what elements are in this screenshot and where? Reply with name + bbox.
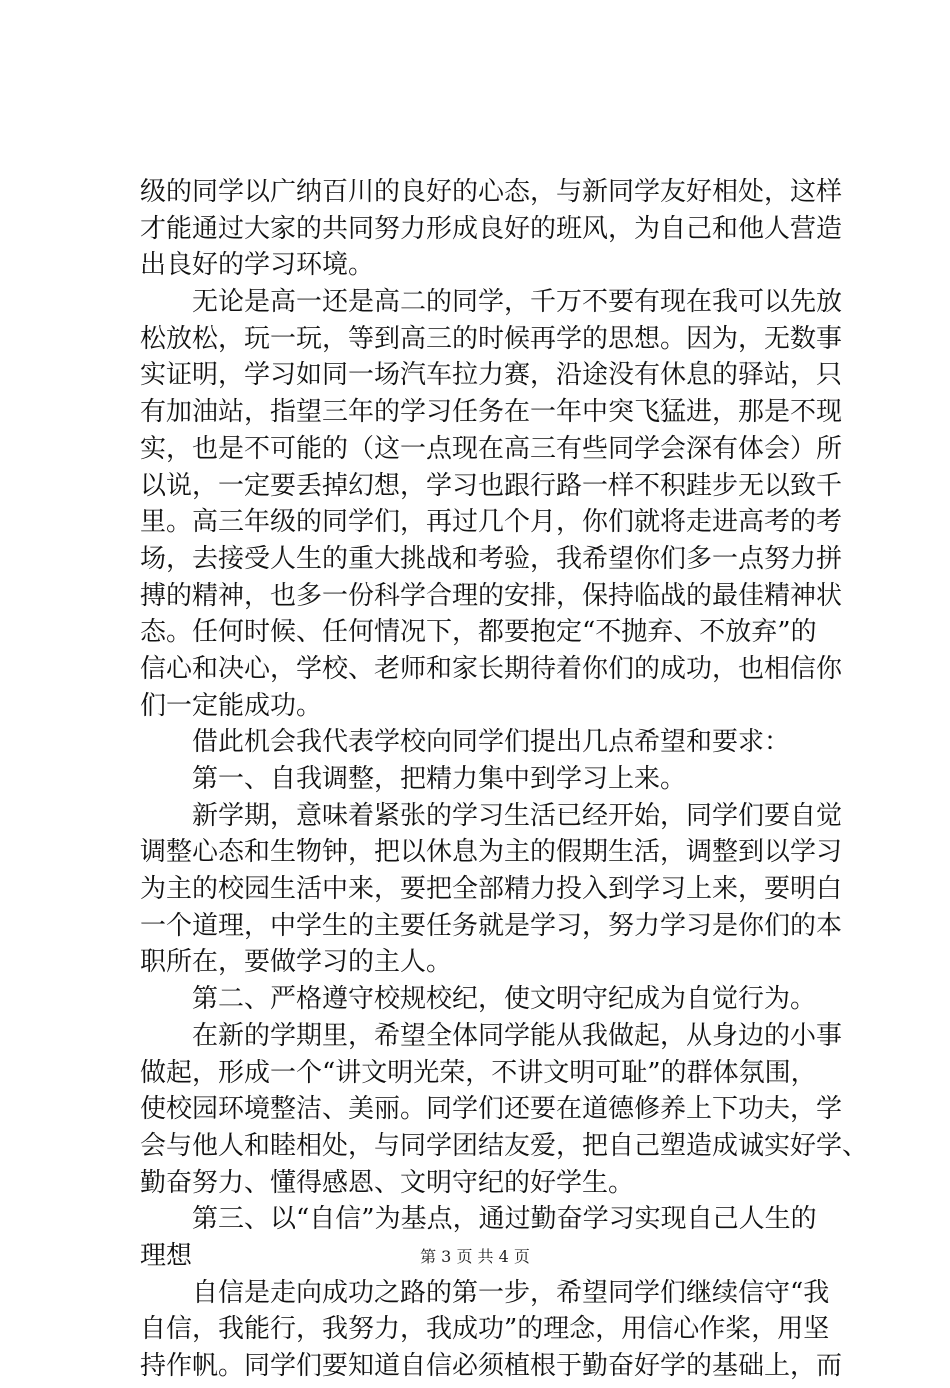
text-line: 会与他人和睦相处，与同学团结友爱，把自己塑造成诚实好学、 xyxy=(140,1130,869,1161)
text-line: 借此机会我代表学校向同学们提出几点希望和要求： xyxy=(140,727,791,758)
text-line: 松放松，玩一玩，等到高三的时候再学的思想。因为，无数事 xyxy=(140,323,843,354)
text-line: 新学期，意味着紧张的学习生活已经开始，同学们要自觉 xyxy=(140,800,843,831)
text-line: 调整心态和生物钟，把以休息为主的假期生活，调整到以学习 xyxy=(140,837,843,868)
text-line: 勤奋努力、懂得感恩、文明守纪的好学生。 xyxy=(140,1167,635,1198)
text-line: 使校园环境整洁、美丽。同学们还要在道德修养上下功夫，学 xyxy=(140,1094,843,1125)
text-line: 第一、自我调整，把精力集中到学习上来。 xyxy=(140,764,687,794)
text-line: 做起，形成一个“讲文明光荣，不讲文明可耻”的群体氛围， xyxy=(140,1057,817,1088)
text-line: 在新的学期里，希望全体同学能从我做起，从身边的小事 xyxy=(140,1020,843,1051)
text-line: 级的同学以广纳百川的良好的心态，与新同学友好相处，这样 xyxy=(140,177,843,207)
text-line: 持作帆。同学们要知道自信必须植根于勤奋好学的基础上，而 xyxy=(140,1351,843,1381)
text-line: 第二、严格遵守校规校纪，使文明守纪成为自觉行为。 xyxy=(140,984,817,1015)
text-line: 态。任何时候、任何情况下，都要抱定“不抛弃、不放弃”的 xyxy=(140,617,817,648)
page-footer: 第 3 页 共 4 页 xyxy=(420,1247,530,1266)
text-line: 出良好的学习环境。 xyxy=(140,250,375,281)
text-line: 一个道理，中学生的主要任务就是学习，努力学习是你们的本 xyxy=(140,910,843,941)
text-line: 场，去接受人生的重大挑战和考验，我希望你们多一点努力拼 xyxy=(140,543,843,574)
text-line: 职所在，要做学习的主人。 xyxy=(140,947,453,978)
body-text xyxy=(140,177,869,1388)
text-line: 自信，我能行，我努力，我成功”的理念，用信心作桨，用坚 xyxy=(140,1314,830,1345)
text-line: 信心和决心，学校、老师和家长期待着你们的成功，也相信你 xyxy=(140,653,843,684)
text-line: 们一定能成功。 xyxy=(140,690,323,721)
text-line: 搏的精神，也多一份科学合理的安排，保持临战的最佳精神状 xyxy=(140,580,843,611)
text-line: 为主的校园生活中来，要把全部精力投入到学习上来，要明白 xyxy=(140,874,843,905)
text-line: 以说，一定要丢掉幻想，学习也跟行路一样不积跬步无以致千 xyxy=(140,470,843,501)
text-line: 第三、以“自信”为基点，通过勤奋学习实现自己人生的 xyxy=(140,1204,817,1235)
text-line: 无论是高一还是高二的同学，千万不要有现在我可以先放 xyxy=(140,287,843,318)
text-line: 实，也是不可能的（这一点现在高三有些同学会深有体会）所 xyxy=(140,433,843,464)
text-line: 实证明，学习如同一场汽车拉力赛，沿途没有休息的驿站，只 xyxy=(140,360,843,391)
text-line: 有加油站，指望三年的学习任务在一年中突飞猛进，那是不现 xyxy=(140,397,843,428)
text-line: 自信是走向成功之路的第一步，希望同学们继续信守“我 xyxy=(140,1277,830,1308)
text-line: 才能通过大家的共同努力形成良好的班风，为自己和他人营造 xyxy=(140,213,843,244)
text-line: 里。高三年级的同学们，再过几个月，你们就将走进高考的考 xyxy=(140,507,843,538)
text-line: 理想 xyxy=(140,1240,193,1271)
